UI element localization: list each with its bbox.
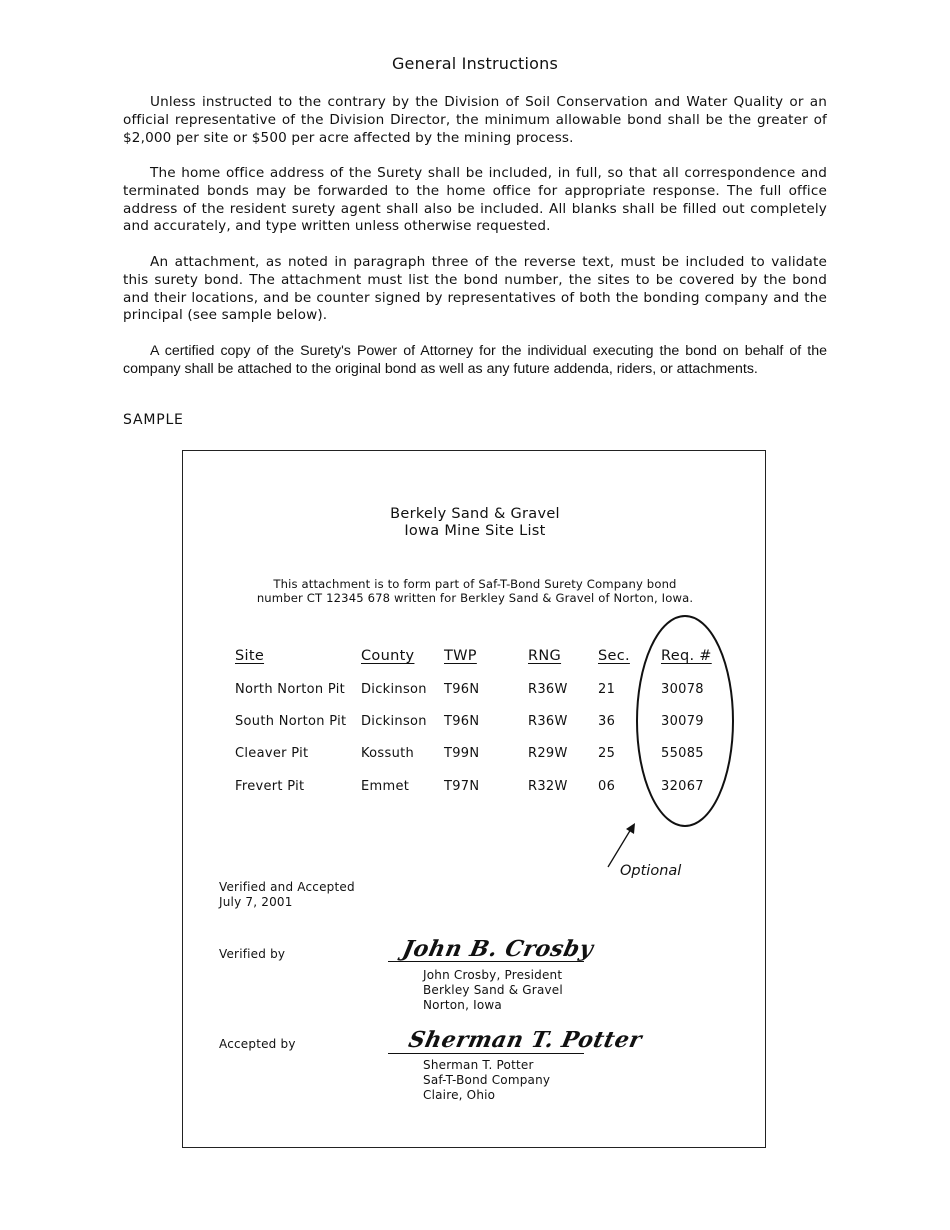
- table-cell-twp: T99N: [444, 746, 480, 761]
- column-header-req: Req. #: [661, 648, 712, 664]
- table-cell-county: Dickinson: [361, 714, 427, 729]
- acceptor-company: Saf-T-Bond Company: [423, 1073, 551, 1087]
- table-cell-sec: 36: [598, 714, 616, 729]
- table-cell-site: North Norton Pit: [235, 682, 345, 697]
- optional-ellipse: [637, 616, 733, 826]
- table-cell-site: Frevert Pit: [235, 779, 305, 794]
- table-cell-sec: 06: [598, 779, 616, 794]
- column-header-twp: TWP: [444, 648, 477, 664]
- verified-by-label: Verified by: [219, 947, 286, 961]
- verifier-location: Norton, Iowa: [423, 998, 502, 1012]
- table-cell-req: 30079: [661, 714, 704, 729]
- verifier-company: Berkley Sand & Gravel: [423, 983, 563, 997]
- table-cell-site: South Norton Pit: [235, 714, 347, 729]
- company-name: Berkely Sand & Gravel: [390, 506, 560, 522]
- table-cell-sec: 21: [598, 682, 616, 697]
- accepted-by-label: Accepted by: [219, 1037, 296, 1051]
- optional-arrow: [608, 829, 631, 867]
- table-cell-rng: R29W: [528, 746, 568, 761]
- page-title: General Instructions: [391, 54, 559, 73]
- optional-label: Optional: [620, 863, 682, 879]
- table-cell-county: Kossuth: [361, 746, 415, 761]
- column-header-sec: Sec.: [598, 648, 630, 664]
- attachment-line-1: This attachment is to form part of Saf-T-Bond Surety Company bond: [273, 577, 677, 591]
- table-cell-county: Dickinson: [361, 682, 427, 697]
- table-cell-county: Emmet: [361, 779, 410, 794]
- table-cell-site: Cleaver Pit: [235, 746, 309, 761]
- attachment-line-2: number CT 12345 678 written for Berkley Sand & Gravel of Norton, Iowa.: [256, 591, 694, 605]
- table-cell-rng: R36W: [528, 682, 568, 697]
- paragraph-attachment: An attachment, as noted in paragraph three of the reverse text, must be included to validate this surety bond. The attachment must list the bond number, the sites to be covered by the bond and their locations, and be counter signed by representatives of both the bonding company and the principal (see sample below).: [123, 254, 827, 324]
- acceptor-name: Sherman T. Potter: [423, 1058, 534, 1072]
- site-list-title: Iowa Mine Site List: [404, 523, 546, 539]
- paragraph-power-of-attorney: A certified copy of the Surety's Power of Attorney for the individual executing the bond on behalf of the company shall be attached to the original bond as well as any future addenda, riders, or attachments.: [123, 343, 827, 377]
- sample-attachment-box: [182, 450, 766, 1148]
- paragraph-home-office: The home office address of the Surety shall be included, in full, so that all correspondence and terminated bonds may be forwarded to the home office for appropriate response. The full office address of the resident surety agent shall also be included. All blanks shall be filled out completely and accurately, and type written unless otherwise requested.: [123, 165, 827, 235]
- column-header-rng: RNG: [528, 648, 562, 664]
- verified-accepted-label: Verified and Accepted: [219, 880, 355, 894]
- table-cell-req: 55085: [661, 746, 704, 761]
- table-cell-req: 32067: [661, 779, 704, 794]
- column-header-site: Site: [235, 648, 265, 664]
- acceptor-signature: Sherman T. Potter: [406, 1027, 645, 1053]
- column-header-county: County: [361, 648, 415, 664]
- acceptor-location: Claire, Ohio: [423, 1088, 496, 1102]
- acceptor-signature-line: [388, 1053, 584, 1054]
- table-cell-twp: T96N: [444, 682, 480, 697]
- table-cell-rng: R36W: [528, 714, 568, 729]
- table-cell-twp: T97N: [444, 779, 480, 794]
- table-cell-req: 30078: [661, 682, 704, 697]
- verification-date: July 7, 2001: [219, 895, 293, 909]
- verifier-name: John Crosby, President: [423, 968, 563, 982]
- table-cell-sec: 25: [598, 746, 616, 761]
- verifier-signature: John B. Crosby: [400, 936, 596, 962]
- table-cell-twp: T96N: [444, 714, 480, 729]
- table-cell-rng: R32W: [528, 779, 568, 794]
- verifier-signature-line: [388, 961, 584, 962]
- optional-arrowhead: [626, 823, 635, 834]
- sample-label: SAMPLE: [123, 412, 184, 428]
- paragraph-minimum-bond: Unless instructed to the contrary by the Division of Soil Conservation and Water Quality or an official representative of the Division Director, the minimum allowable bond shall be the greater of $2,000 per site or $500 per acre affected by the mining process.: [123, 94, 827, 146]
